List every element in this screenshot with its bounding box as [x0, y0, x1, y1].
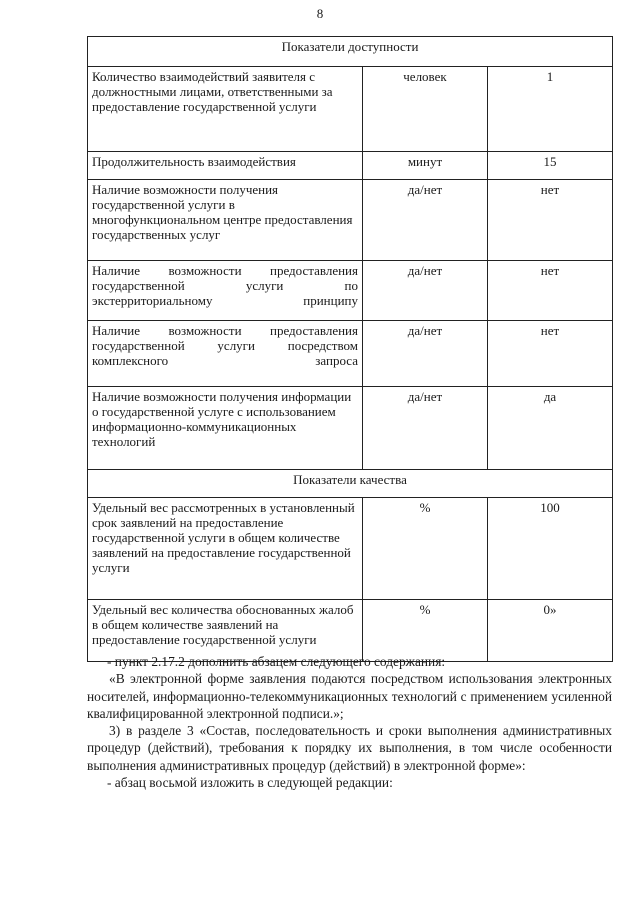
indicator-name: Наличие возможности получения государственной услуги в многофункциональном центре предоставления государственных услуг	[88, 180, 363, 261]
table-row	[88, 67, 613, 152]
indicator-value: нет	[488, 261, 613, 321]
indicators-table	[87, 36, 613, 662]
indicator-value: 0»	[488, 600, 613, 662]
table-row	[88, 261, 613, 321]
paragraph: - абзац восьмой изложить в следующей редакции:	[107, 775, 393, 791]
section-title-accessibility: Показатели доступности	[88, 37, 613, 67]
indicator-unit: человек	[363, 67, 488, 152]
indicator-name: Удельный вес рассмотренных в установленный срок заявлений на предоставление государственной услуги в общем количестве заявлений на предоставление государственной услуги	[88, 498, 363, 600]
section-header-row	[88, 470, 613, 498]
table-row	[88, 152, 613, 180]
indicator-value: 15	[488, 152, 613, 180]
indicator-unit: да/нет	[363, 321, 488, 387]
indicator-unit: да/нет	[363, 387, 488, 470]
section-header-row	[88, 37, 613, 67]
indicator-value: 1	[488, 67, 613, 152]
indicator-unit: минут	[363, 152, 488, 180]
paragraph: «В электронной форме заявления подаются посредством использования электронных носителей, информационно-телекоммуникационных технологий с применением усиленной квалифицированной электронной подписи.»;	[87, 671, 612, 721]
indicator-value: нет	[488, 321, 613, 387]
body-text	[87, 653, 612, 791]
indicator-name: Наличие возможности получения информации о государственной услуге с использованием информационно-коммуникационных технологий	[88, 387, 363, 470]
table-row	[88, 321, 613, 387]
table-row	[88, 180, 613, 261]
indicator-value: 100	[488, 498, 613, 600]
page-number: 8	[316, 6, 324, 21]
indicator-name: Продолжительность взаимодействия	[88, 152, 363, 180]
indicator-name: Наличие возможности предоставления государственной услуги по экстерриториальному принципу	[88, 261, 363, 321]
paragraph: - пункт 2.17.2 дополнить абзацем следующего содержания:	[107, 654, 446, 669]
indicator-value: да	[488, 387, 613, 470]
indicator-name: Наличие возможности предоставления государственной услуги посредством комплексного запроса	[88, 321, 363, 387]
indicator-unit: да/нет	[363, 261, 488, 321]
indicator-value: нет	[488, 180, 613, 261]
indicator-unit: %	[363, 498, 488, 600]
paragraph: 3) в разделе 3 «Состав, последовательность и сроки выполнения административных процедур (действий), требования к порядку их выполнения, в том числе особенности выполнения административных процедур (действий) в электронной форме»:	[87, 723, 612, 773]
indicator-unit: да/нет	[363, 180, 488, 261]
section-title-quality: Показатели качества	[88, 470, 613, 498]
indicator-unit: %	[363, 600, 488, 662]
table-row	[88, 387, 613, 470]
indicator-name: Удельный вес количества обоснованных жалоб в общем количестве заявлений на предоставление государственной услуги	[88, 600, 363, 662]
table-row	[88, 498, 613, 600]
indicator-name: Количество взаимодействий заявителя с должностными лицами, ответственными за предоставление государственной услуги	[88, 67, 363, 152]
